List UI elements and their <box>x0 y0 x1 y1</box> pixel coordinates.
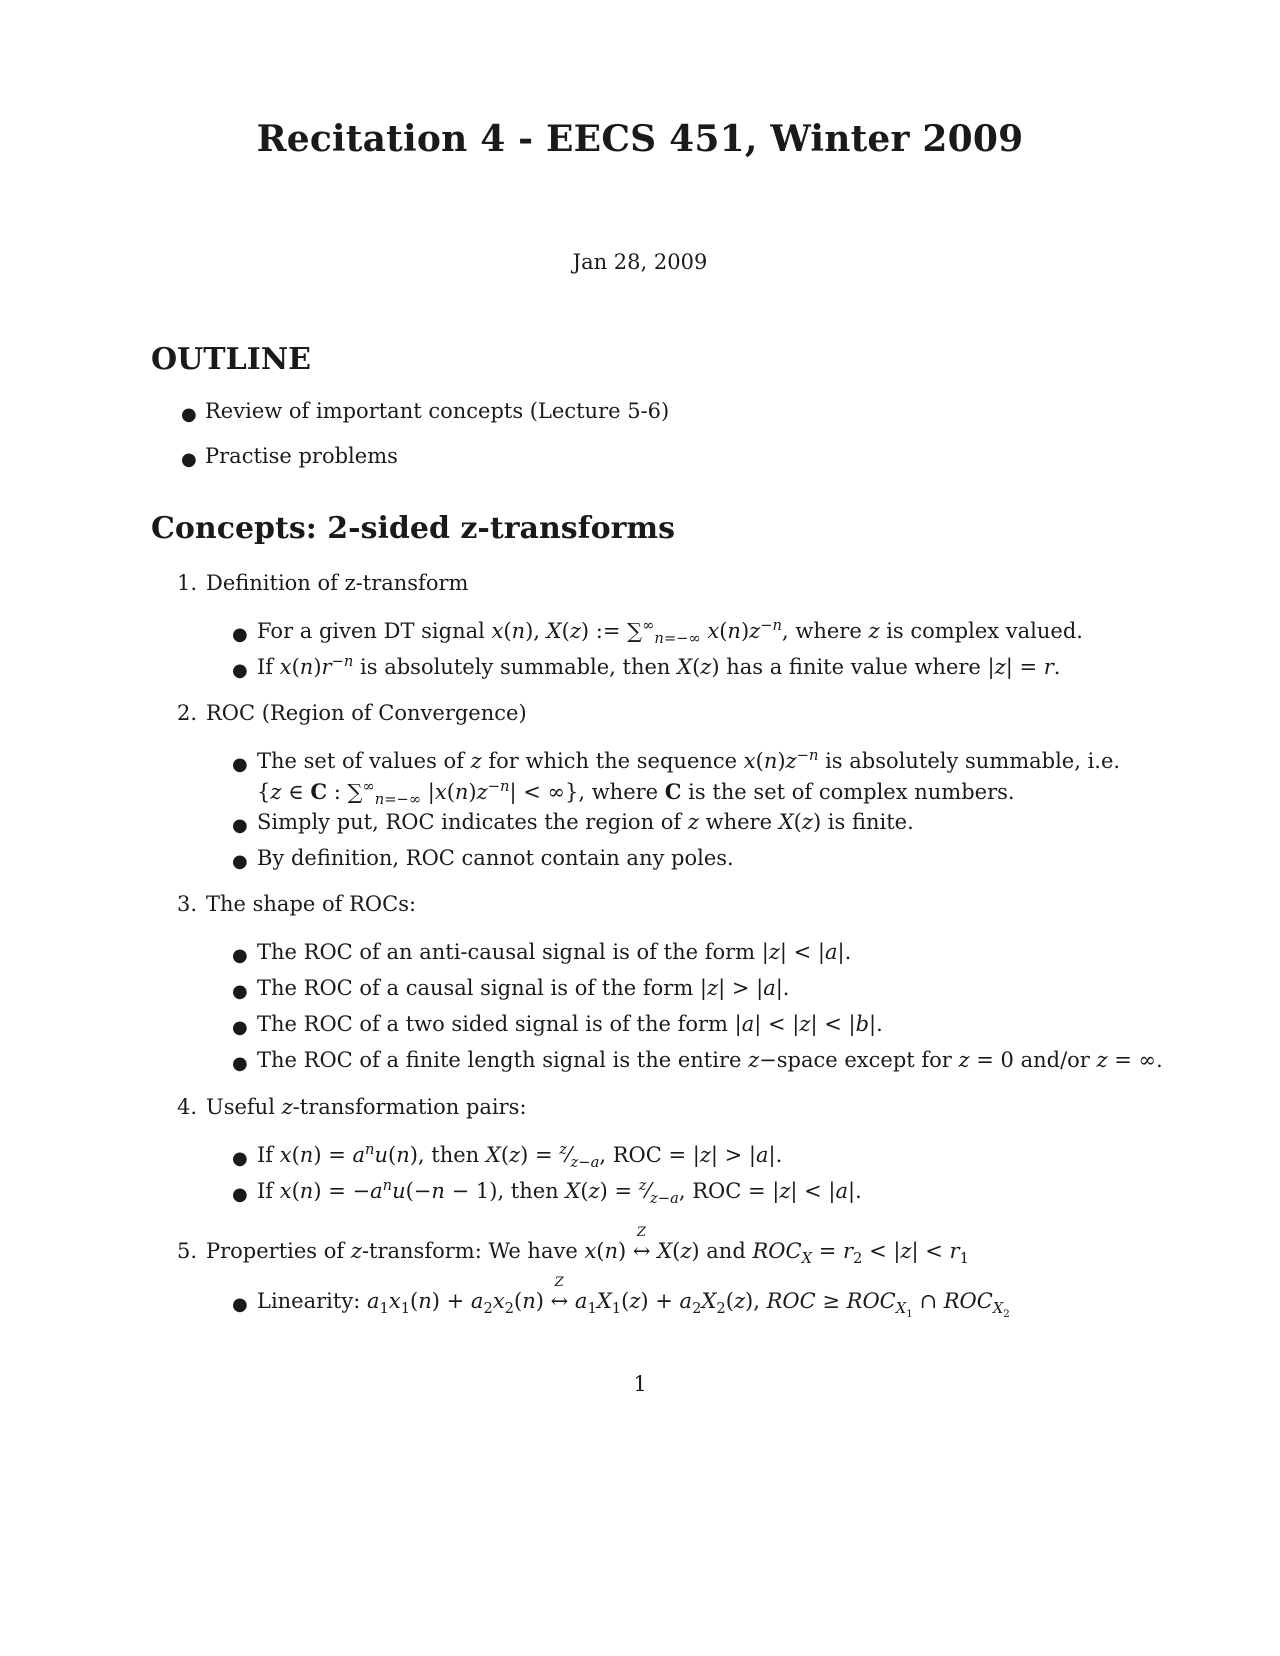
bullet-icon: ● <box>181 449 197 470</box>
section-bullet-continued: {z ∈ C : $\sum^\infty_{n=-\infty}$ $|x(n)z^{-n}|$ < ∞}, where C is the set of complex numbers. <box>257 778 1015 809</box>
bullet-icon: ● <box>232 981 248 1002</box>
section-number: 4. <box>177 1095 198 1119</box>
bullet-icon: ● <box>232 1017 248 1038</box>
document-date: Jan 28, 2009 <box>572 250 708 274</box>
bullet-icon: ● <box>232 660 248 681</box>
bullet-icon: ● <box>181 404 197 425</box>
section-bullet: If $x(n) = -a^nu(-n - 1)$, then $X(z) = ^z⁄_{z-a}$, ROC = |z| < |a|. <box>257 1177 862 1208</box>
outline-item: Review of important concepts (Lecture 5-6) <box>205 399 670 423</box>
section-title: Definition of z-transform <box>206 571 469 595</box>
outline-heading: OUTLINE <box>151 342 312 377</box>
section-bullet: The set of values of z for which the sequence $x(n)z^{-n}$ is absolutely summable, i.e. <box>257 747 1121 773</box>
concepts-heading: Concepts: 2-sided z-transforms <box>151 511 676 546</box>
bullet-icon: ● <box>232 754 248 775</box>
section-number: 3. <box>177 892 198 916</box>
section-number: 1. <box>177 571 198 595</box>
bullet-icon: ● <box>232 1053 248 1074</box>
section-title: Properties of z-transform: We have x(n) Z ↔ X(z) and $ROC_X = r_2 < |z| < r_1$ <box>206 1225 969 1268</box>
page-number: 1 <box>633 1372 647 1396</box>
section-bullet: The ROC of a two sided signal is of the form |a| < |z| < |b|. <box>257 1012 883 1036</box>
bullet-icon: ● <box>232 851 248 872</box>
bullet-icon: ● <box>232 1148 248 1169</box>
section-bullet: Simply put, ROC indicates the region of z where X(z) is finite. <box>257 810 914 834</box>
bullet-icon: ● <box>232 815 248 836</box>
section-title: ROC (Region of Convergence) <box>206 701 527 725</box>
section-title: The shape of ROCs: <box>206 892 417 916</box>
section-bullet: By definition, ROC cannot contain any poles. <box>257 846 734 870</box>
section-bullet: The ROC of a causal signal is of the form |z| > |a|. <box>257 976 790 1000</box>
section-bullet: The ROC of a finite length signal is the entire z−space except for z = 0 and/or z = ∞. <box>257 1048 1163 1072</box>
section-bullet: For a given DT signal x(n), X(z) := $\sum^\infty_{n=-\infty}$ $x(n)z^{-n}$, where z is complex valued. <box>257 617 1083 648</box>
bullet-icon: ● <box>232 1184 248 1205</box>
section-number: 5. <box>177 1239 198 1263</box>
section-title: Useful z-transformation pairs: <box>206 1095 527 1119</box>
bullet-icon: ● <box>232 624 248 645</box>
bullet-icon: ● <box>232 945 248 966</box>
section-bullet: If $x(n) = a^nu(n)$, then $X(z) = ^z⁄_{z-a}$, ROC = |z| > |a|. <box>257 1141 783 1172</box>
document-title: Recitation 4 - EECS 451, Winter 2009 <box>256 118 1024 160</box>
bullet-icon: ● <box>232 1294 248 1315</box>
section-bullet: If $x(n)r^{-n}$ is absolutely summable, then X(z) has a finite value where |z| = r. <box>257 653 1061 679</box>
section-bullet: The ROC of an anti-causal signal is of the form |z| < |a|. <box>257 940 852 964</box>
section-bullet: Linearity: $a_1x_1(n) + a_2x_2(n)$ Z ↔ $a_1X_1(z) + a_2X_2(z)$, ROC ≥ $ROC_{X_1}$ ∩ $ROC_{X_2}$ <box>257 1275 1010 1321</box>
section-number: 2. <box>177 701 198 725</box>
outline-item: Practise problems <box>205 444 398 468</box>
